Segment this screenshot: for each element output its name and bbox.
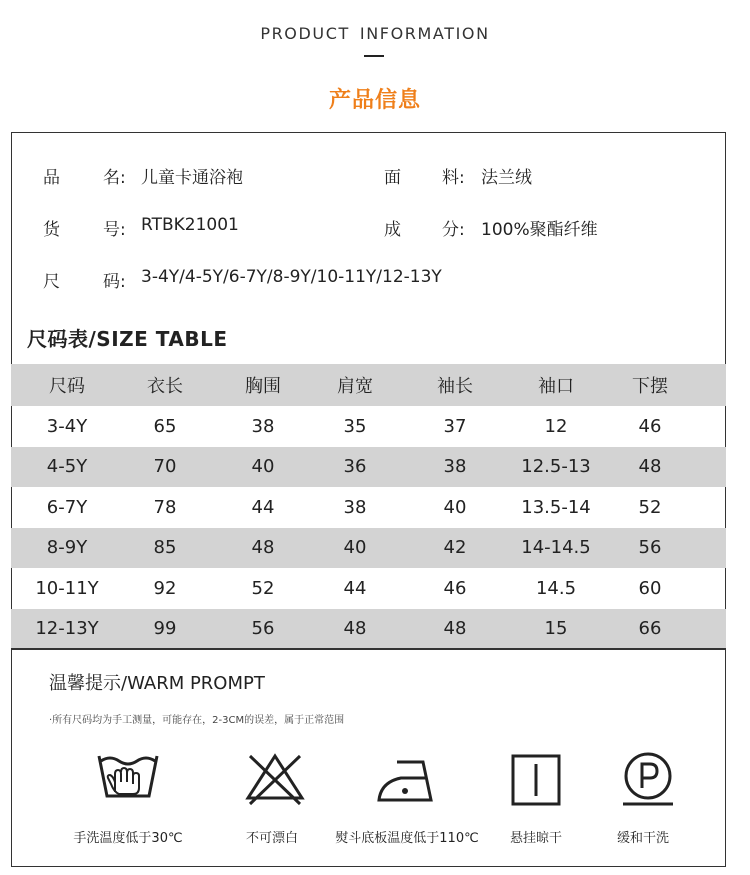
table-cell: 52 xyxy=(638,496,662,518)
fabric-label-a: 面 xyxy=(384,168,401,188)
table-cell: 78 xyxy=(153,496,177,518)
table-cell: 38 xyxy=(251,415,275,437)
table-cell: 44 xyxy=(343,577,367,599)
size-label-a: 尺 xyxy=(43,272,60,292)
iron-icon xyxy=(336,748,476,808)
table-cell: 36 xyxy=(343,456,367,478)
name-label-b: 名: xyxy=(103,168,126,188)
table-header-cell: 尺码 xyxy=(49,376,85,397)
table-cell: 92 xyxy=(153,577,177,599)
table-cell: 38 xyxy=(443,456,467,478)
table-header-cell: 下摆 xyxy=(632,376,668,397)
warm-prompt-title: 温馨提示/WARM PROMPT xyxy=(49,673,265,694)
title-divider xyxy=(364,55,384,57)
table-row xyxy=(11,447,726,488)
table-row xyxy=(11,406,726,447)
table-bottom-border xyxy=(11,648,726,650)
table-cell: 52 xyxy=(251,577,275,599)
dry-clean-p-icon xyxy=(578,748,718,808)
table-cell: 10-11Y xyxy=(35,577,99,599)
table-cell: 4-5Y xyxy=(46,456,88,478)
table-cell: 12 xyxy=(544,415,568,437)
table-cell: 48 xyxy=(443,618,467,640)
table-row xyxy=(11,568,726,609)
table-cell: 40 xyxy=(343,537,367,559)
table-cell: 40 xyxy=(251,456,275,478)
no-bleach-label: 不可漂白 xyxy=(245,831,298,846)
table-cell: 37 xyxy=(443,415,467,437)
iron-label: 熨斗底板温度低于110℃ xyxy=(335,831,479,846)
english-title xyxy=(0,24,750,43)
table-cell: 70 xyxy=(153,456,177,478)
warm-prompt-note: ·所有尺码均为手工测量，可能存在，2-3CM的误差，属于正常范围 xyxy=(49,715,345,726)
composition-label-a: 成 xyxy=(384,220,401,240)
composition-label-b: 分: xyxy=(442,220,465,240)
table-cell: 35 xyxy=(343,415,367,437)
size-label-b: 码: xyxy=(103,272,126,292)
no-bleach-icon xyxy=(205,748,345,808)
table-cell: 60 xyxy=(638,577,662,599)
table-header-cell: 胸围 xyxy=(245,376,281,397)
item-no-value: RTBK21001 xyxy=(141,215,239,235)
size-table xyxy=(11,364,726,649)
table-header-cell: 肩宽 xyxy=(337,376,373,397)
table-cell: 13.5-14 xyxy=(521,496,591,518)
item-no-label-a: 货 xyxy=(43,220,60,240)
table-cell: 85 xyxy=(153,537,177,559)
table-header-row xyxy=(11,364,726,406)
hand-wash-label: 手洗温度低于30℃ xyxy=(73,831,183,846)
table-cell: 6-7Y xyxy=(46,496,88,518)
table-cell: 46 xyxy=(638,415,662,437)
table-cell: 56 xyxy=(638,537,662,559)
table-cell: 48 xyxy=(343,618,367,640)
size-table-title: 尺码表/SIZE TABLE xyxy=(27,327,228,351)
hand-wash-icon xyxy=(58,748,198,808)
english-title-part2: INFORMATION xyxy=(359,24,490,43)
table-cell: 44 xyxy=(251,496,275,518)
table-row xyxy=(11,487,726,528)
dry-clean-label: 缓和干洗 xyxy=(616,831,669,846)
table-cell: 48 xyxy=(638,456,662,478)
line-dry-label: 悬挂晾干 xyxy=(509,831,562,846)
table-cell: 3-4Y xyxy=(46,415,88,437)
table-cell: 46 xyxy=(443,577,467,599)
chinese-title: 产品信息 xyxy=(328,88,421,113)
fabric-label-b: 料: xyxy=(442,168,465,188)
table-cell: 40 xyxy=(443,496,467,518)
table-cell: 14.5 xyxy=(535,577,577,599)
table-cell: 56 xyxy=(251,618,275,640)
table-cell: 66 xyxy=(638,618,662,640)
table-cell: 65 xyxy=(153,415,177,437)
table-cell: 8-9Y xyxy=(46,537,88,559)
table-row xyxy=(11,528,726,569)
table-row xyxy=(11,609,726,650)
size-range-value: 3-4Y/4-5Y/6-7Y/8-9Y/10-11Y/12-13Y xyxy=(141,267,442,287)
table-cell: 38 xyxy=(343,496,367,518)
composition-value: 100%聚酯纤维 xyxy=(481,220,598,240)
table-cell: 14-14.5 xyxy=(521,537,591,559)
table-cell: 12.5-13 xyxy=(521,456,591,478)
fabric-value: 法兰绒 xyxy=(481,168,532,188)
table-cell: 99 xyxy=(153,618,177,640)
item-no-label-b: 号: xyxy=(103,220,126,240)
table-cell: 42 xyxy=(443,537,467,559)
table-header-cell: 袖口 xyxy=(538,376,574,397)
table-header-cell: 衣长 xyxy=(147,376,183,397)
product-name-value: 儿童卡通浴袍 xyxy=(141,168,243,188)
table-header-cell: 袖长 xyxy=(437,376,473,397)
table-cell: 48 xyxy=(251,537,275,559)
name-label-a: 品 xyxy=(43,168,60,188)
table-cell: 15 xyxy=(544,618,568,640)
table-cell: 12-13Y xyxy=(35,618,99,640)
english-title-part1: PRODUCT xyxy=(260,24,350,43)
